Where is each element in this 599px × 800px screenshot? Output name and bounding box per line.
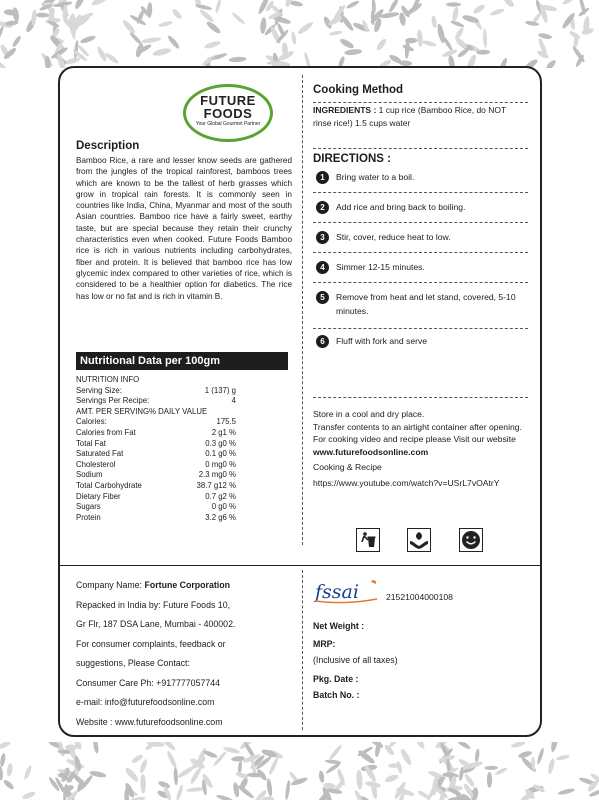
step-text: Remove from heat and let stand, covered, 5-10 minutes.	[336, 292, 516, 316]
rice-grain	[73, 0, 86, 10]
rice-grain	[318, 770, 325, 783]
dashed-rule	[313, 252, 528, 253]
section-divider	[60, 565, 540, 566]
nutrition-value: 2.3 mg0 %	[198, 470, 236, 480]
recipe-label: Cooking & Recipe	[313, 462, 382, 472]
nutrition-row	[76, 428, 236, 438]
rice-grain	[92, 742, 99, 754]
nutrition-value: 0.1 g0 %	[205, 449, 236, 459]
rice-grain	[11, 35, 22, 48]
rice-grain	[511, 742, 526, 749]
rice-grain	[36, 12, 49, 17]
rice-grain	[63, 56, 81, 66]
nutrition-value: 1 (137) g	[204, 385, 236, 395]
company-line: For consumer complaints, feedback or	[76, 638, 226, 649]
future-foods-logo	[183, 84, 273, 142]
rice-grain	[472, 3, 486, 15]
rice-grain	[232, 782, 240, 798]
nutrition-row	[76, 492, 236, 502]
nutrition-value: 4	[231, 396, 236, 406]
rice-grain	[175, 784, 184, 800]
storage-line: Transfer contents to an airtight container after opening.	[313, 421, 522, 432]
rice-grain	[562, 0, 577, 6]
company-name-label: Company Name:	[76, 580, 143, 590]
rice-grain	[212, 750, 227, 767]
rice-grain	[139, 758, 149, 774]
nutrition-label: Sugars	[76, 502, 101, 512]
fssai-logo-text: fssai	[315, 581, 359, 603]
rice-grain	[388, 0, 400, 13]
company-website[interactable]: Website : www.futurefoodsonline.com	[76, 716, 223, 727]
nutrition-row	[76, 449, 236, 459]
rice-grain	[328, 744, 343, 761]
rice-grain	[446, 2, 461, 6]
nutrition-label: Serving Size:	[76, 385, 122, 395]
rice-grain	[129, 31, 143, 46]
rice-grain	[375, 37, 388, 51]
rice-grain	[237, 760, 242, 774]
nutrition-label: Calories:	[76, 417, 107, 427]
rice-grain	[166, 750, 178, 769]
nutrition-row	[76, 481, 236, 491]
nutrition-label: Protein	[76, 512, 101, 522]
company-info	[76, 576, 296, 732]
rice-grain	[140, 774, 146, 793]
rice-grain	[487, 772, 492, 788]
storage-line: Store in a cool and dry place.	[313, 409, 425, 419]
rice-grain	[152, 47, 172, 57]
consumer-care-phone[interactable]: Consumer Care Ph: +917777057744	[76, 677, 221, 688]
column-divider	[302, 75, 303, 545]
nutrition-label: Total Carbohydrate	[76, 481, 142, 490]
rice-grain	[422, 40, 437, 48]
rice-grain	[490, 8, 505, 17]
video-info	[313, 433, 528, 458]
dashed-rule	[313, 282, 528, 283]
nutrition-label: Servings Per Recipe:	[76, 396, 150, 406]
rice-grain	[0, 742, 11, 750]
rice-grain	[141, 36, 161, 44]
nutrition-label: AMT. PER SERVING% DAILY VALUE	[76, 406, 208, 416]
rice-grain	[260, 17, 267, 34]
mrp-label: MRP:	[313, 639, 336, 649]
nutrition-label: Total Fat	[76, 438, 106, 448]
company-line: Gr Flr, 187 DSA Lane, Mumbai - 400002.	[76, 619, 236, 629]
dashed-rule	[313, 328, 528, 329]
rice-grain	[296, 20, 314, 35]
nutrition-label: Calories from Fat	[76, 428, 136, 437]
step-text: Stir, cover, reduce heat to low.	[336, 232, 451, 242]
rice-grain	[6, 763, 13, 777]
rice-grain	[503, 0, 516, 8]
rice-grain	[124, 766, 140, 783]
rice-grain	[121, 19, 137, 36]
company-name-line	[76, 576, 296, 596]
step-number-badge: 2	[316, 201, 329, 214]
dashed-rule	[313, 397, 528, 398]
rice-grain	[344, 48, 362, 55]
rice-grain	[0, 765, 4, 781]
rice-grain	[195, 3, 213, 11]
step-text: Add rice and bring back to boiling.	[336, 202, 466, 212]
mrp-note: (Inclusive of all taxes)	[313, 655, 398, 665]
step-number-badge: 3	[316, 231, 329, 244]
rice-grain	[339, 37, 355, 50]
step-number-badge: 6	[316, 335, 329, 348]
net-weight-label: Net Weight :	[313, 621, 365, 631]
rice-grain	[558, 787, 576, 795]
step-number-badge: 5	[316, 291, 329, 304]
step-text: Fluff with fork and serve	[336, 336, 428, 346]
rice-grain	[266, 778, 273, 797]
nutrition-value: 38.7 g12 %	[196, 481, 236, 490]
rice-grain	[329, 30, 343, 36]
rice-grain	[0, 59, 10, 68]
rice-grain	[399, 748, 413, 767]
rice-grain	[556, 754, 570, 761]
ingredients-text: 1 cup rice (Bamboo Rice, do NOT rinse rice!) 1.5 cups water	[313, 105, 507, 128]
rice-grain	[291, 31, 297, 45]
directions-title: DIRECTIONS :	[313, 153, 391, 165]
rice-grain	[204, 40, 221, 50]
nutrition-label: Sodium	[76, 470, 103, 480]
company-line: suggestions, Please Contact:	[76, 658, 190, 668]
nutrition-label: Dietary Fiber	[76, 491, 121, 501]
step-number-badge: 4	[316, 261, 329, 274]
rice-grain	[215, 0, 222, 14]
rice-grain	[451, 6, 459, 22]
nutrition-row	[76, 470, 236, 480]
rice-grain	[457, 47, 470, 58]
rice-grain	[90, 0, 109, 7]
rice-grain	[545, 59, 558, 68]
dashed-rule	[313, 102, 528, 103]
rice-grain	[0, 753, 6, 767]
pkg-date-label: Pkg. Date :	[313, 674, 359, 684]
nutrition-row	[76, 513, 236, 523]
rice-grain	[518, 750, 533, 759]
rice-grain	[484, 766, 498, 770]
rice-grain	[131, 753, 144, 764]
rice-grain	[237, 784, 255, 800]
nutrition-value: 2 g1 %	[211, 428, 236, 437]
rice-grain	[340, 14, 355, 32]
fssai-license-number: 21521004000108	[386, 592, 453, 602]
rice-grain	[345, 0, 359, 10]
rice-grain	[231, 12, 246, 26]
rice-grain	[450, 20, 465, 29]
company-email[interactable]: e-mail: info@futurefoodsonline.com	[76, 697, 215, 707]
smiley-face-icon	[459, 528, 483, 552]
rice-grain	[23, 765, 33, 781]
ingredients	[313, 104, 523, 129]
rice-grain	[79, 34, 96, 44]
rice-grain-pattern-top	[0, 0, 599, 68]
rice-grain	[384, 773, 399, 783]
nutrition-label: Cholesterol	[76, 459, 116, 469]
nutrition-title: Nutritional Data per 100gm	[76, 352, 288, 370]
nutrition-value: 175.5	[216, 417, 236, 427]
rice-grain	[550, 742, 560, 752]
rice-grain	[21, 790, 36, 800]
rice-grain	[171, 8, 183, 20]
rice-grain	[158, 20, 173, 27]
logo-brand: FUTURE FOODS	[200, 93, 256, 121]
nutrition-row	[76, 375, 236, 385]
rice-grain	[198, 8, 215, 23]
fssai-logo	[313, 578, 383, 604]
dashed-rule	[313, 222, 528, 223]
nutrition-row	[76, 417, 236, 427]
nutrition-label: Saturated Fat	[76, 449, 124, 459]
rice-grain	[2, 778, 15, 790]
rice-grain	[104, 51, 120, 64]
rice-grain	[483, 28, 488, 48]
rice-grain	[216, 794, 234, 800]
nutrition-row	[76, 502, 236, 512]
step-text: Simmer 12-15 minutes.	[336, 262, 425, 272]
bottom-column-divider	[302, 570, 303, 730]
company-line: Repacked in India by: Future Foods 10,	[76, 599, 231, 610]
storage-info	[313, 408, 528, 489]
description-body: Bamboo Rice, a rare and lesser know seeds are gathered from the jungles of the tropical rainforest, bamboos trees which are known to be the tallest of herb grasses which grow in tropical rain forests. It is commonly seen in countries like India, China, Myanmar and most of the south Asian countries. Bamboo rice have a fairly sweet, earthy taste, but are special because they retain their crunchy characteristics even when cooked. Future Foods Bamboo rice is rich in various nutrients including carbohydrates, fiber and protein. It is believed that bamboo rice has low glycemic index compared to other varieties of rice, which is considered to be a healthier option for diabetics. The rice has low or no fat and is rich in vitamin B.	[76, 156, 292, 301]
nutrition-value: 0.7 g2 %	[205, 491, 236, 501]
nutrition-value: 0.3 g0 %	[205, 438, 236, 448]
nutrition-row	[76, 439, 236, 449]
rice-grain	[63, 5, 68, 23]
rice-grain	[547, 758, 556, 775]
rice-grain	[456, 742, 472, 750]
nutrition-row	[76, 460, 236, 470]
rice-grain	[12, 7, 20, 22]
nutrition-row	[76, 386, 236, 396]
rice-grain	[536, 747, 545, 765]
pack-info	[313, 618, 523, 703]
rice-grain	[231, 756, 245, 762]
company-name: Fortune Corporation	[144, 580, 230, 590]
dispose-in-bin-icon	[356, 528, 380, 552]
dashed-rule	[313, 192, 528, 193]
nutrition-value: 3.2 g6 %	[205, 512, 236, 522]
nutrition-value: 0 mg0 %	[205, 459, 236, 469]
cooking-method-title: Cooking Method	[313, 84, 404, 96]
video-info-text: For cooking video and recipe please Visit our website	[313, 434, 516, 444]
dashed-rule	[313, 148, 528, 149]
website-link[interactable]: www.futurefoodsonline.com	[313, 446, 429, 457]
rice-grain	[229, 56, 247, 62]
rice-grain	[431, 15, 438, 28]
rice-grain	[0, 25, 5, 41]
batch-no-label: Batch No. :	[313, 690, 360, 700]
nutrition-value: 0 g0 %	[211, 502, 236, 512]
rice-grain	[415, 742, 427, 750]
rice-grain	[173, 767, 178, 785]
rice-grain	[474, 749, 480, 763]
vegetarian-hands-icon	[407, 528, 431, 552]
logo-tagline: Your Global Gourmet Partner	[195, 121, 261, 127]
rice-grain	[416, 29, 423, 47]
step-text: Bring water to a boil.	[336, 172, 415, 182]
rice-grain-pattern-bottom	[0, 742, 599, 800]
rice-grain	[205, 20, 222, 35]
rice-grain	[166, 34, 180, 50]
rice-grain	[284, 780, 291, 800]
rice-grain	[525, 20, 539, 26]
nutrition-row	[76, 396, 236, 406]
description-title: Description	[76, 140, 140, 152]
ingredients-label: INGREDIENTS :	[313, 105, 377, 115]
rice-grain	[356, 770, 363, 790]
nutrition-row	[76, 407, 236, 417]
step-number-badge: 1	[316, 171, 329, 184]
rice-grain	[458, 766, 464, 781]
nutrition-label: NUTRITION INFO	[76, 375, 140, 384]
recipe-url[interactable]: https://www.youtube.com/watch?v=USrL7vOAtrY	[313, 477, 500, 488]
